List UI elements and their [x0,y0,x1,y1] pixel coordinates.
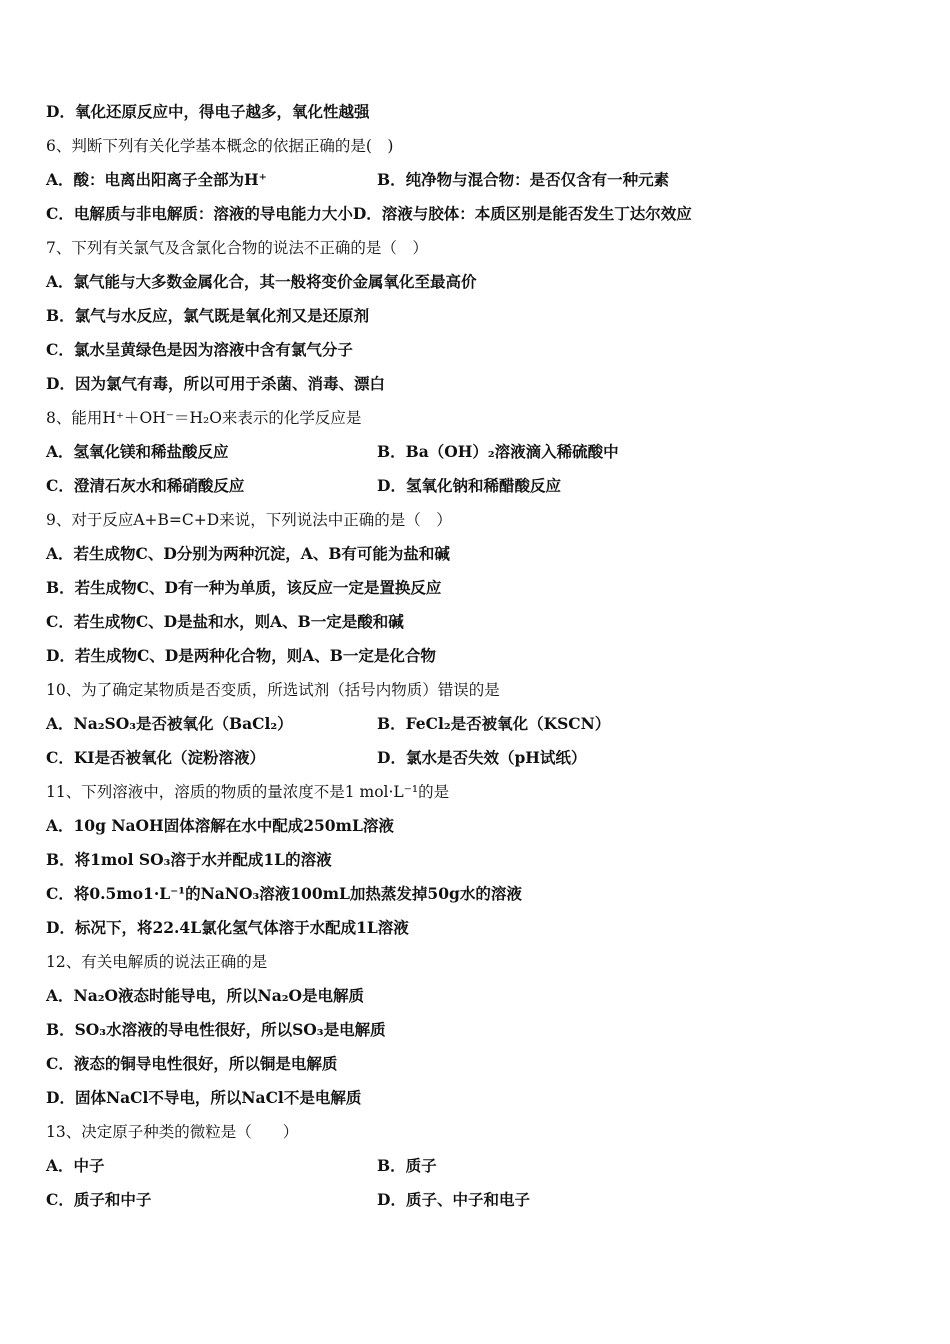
option-line: D．氧化还原反应中，得电子越多，氧化性越强 [46,102,370,121]
option-a: A．氯气能与大多数金属化合，其一般将变价金属氧化至最高价 [46,272,477,291]
option-d: D．标况下，将22.4L氯化氢气体溶于水配成1L溶液 [46,918,409,937]
option-c: C．澄清石灰水和稀硝酸反应 [46,476,245,495]
option-c: C．将0.5mo1·L⁻¹的NaNO₃溶液100mL加热蒸发掉50g水的溶液 [46,884,522,903]
question-10: 10、为了确定某物质是否变质，所选试剂（括号内物质）错误的是 [46,681,500,699]
option-d: D．氯水是否失效（pH试纸） [377,748,587,767]
question-8: 8、能用H⁺＋OH⁻＝H₂O来表示的化学反应是 [46,409,362,427]
option-b: B．Ba（OH）₂溶液滴入稀硫酸中 [377,442,619,461]
question-13: 13、决定原子种类的微粒是（ ） [46,1123,299,1141]
option-c: C．氯水呈黄绿色是因为溶液中含有氯气分子 [46,340,353,359]
option-b: B．SO₃水溶液的导电性很好，所以SO₃是电解质 [46,1020,386,1039]
question-12: 12、有关电解质的说法正确的是 [46,953,268,971]
question-7: 7、下列有关氯气及含氯化合物的说法不正确的是（ ） [46,239,428,257]
option-a: A．酸：电离出阳离子全部为H⁺ [46,170,267,189]
option-a: A．Na₂O液态时能导电，所以Na₂O是电解质 [46,986,365,1005]
question-6: 6、判断下列有关化学基本概念的依据正确的是( ) [46,137,394,155]
question-11: 11、下列溶液中，溶质的物质的量浓度不是1 mol·L⁻¹的是 [46,783,450,801]
option-d: D．因为氯气有毒，所以可用于杀菌、消毒、漂白 [46,374,385,393]
question-9: 9、对于反应A+B=C+D来说，下列说法中正确的是（ ） [46,511,452,529]
option-a: A．10g NaOH固体溶解在水中配成250mL溶液 [46,816,394,835]
option-a: A．Na₂SO₃是否被氧化（BaCl₂） [46,714,293,733]
options-row [46,743,926,773]
option-d: D．氢氧化钠和稀醋酸反应 [377,476,561,495]
option-c: C．质子和中子 [46,1190,152,1209]
options-row [46,437,926,467]
option-d: D．固体NaCl不导电，所以NaCl不是电解质 [46,1088,362,1107]
option-b: B．氯气与水反应，氯气既是氧化剂又是还原剂 [46,306,370,325]
option-b: B．若生成物C、D有一种为单质，该反应一定是置换反应 [46,578,442,597]
options-row [46,1151,926,1181]
options-row [46,165,926,195]
option-a: A．中子 [46,1156,105,1175]
option-cd: C．电解质与非电解质：溶液的导电能力大小D．溶液与胶体：本质区别是能否发生丁达尔效应 [46,204,692,223]
option-b: B．纯净物与混合物：是否仅含有一种元素 [377,170,670,189]
option-c: C．若生成物C、D是盐和水，则A、B一定是酸和碱 [46,612,404,631]
option-a: A．氢氧化镁和稀盐酸反应 [46,442,229,461]
option-a: A．若生成物C、D分别为两种沉淀，A、B有可能为盐和碱 [46,544,450,563]
option-b: B．质子 [377,1156,437,1175]
options-row [46,709,926,739]
option-b: B．FeCl₂是否被氧化（KSCN） [377,714,611,733]
options-row [46,471,926,501]
option-d: D．质子、中子和电子 [377,1190,530,1209]
option-c: C．液态的铜导电性很好，所以铜是电解质 [46,1054,338,1073]
option-d: D．若生成物C、D是两种化合物，则A、B一定是化合物 [46,646,436,665]
options-row [46,1185,926,1215]
option-b: B．将1mol SO₃溶于水并配成1L的溶液 [46,850,332,869]
option-c: C．KI是否被氧化（淀粉溶液） [46,748,266,767]
